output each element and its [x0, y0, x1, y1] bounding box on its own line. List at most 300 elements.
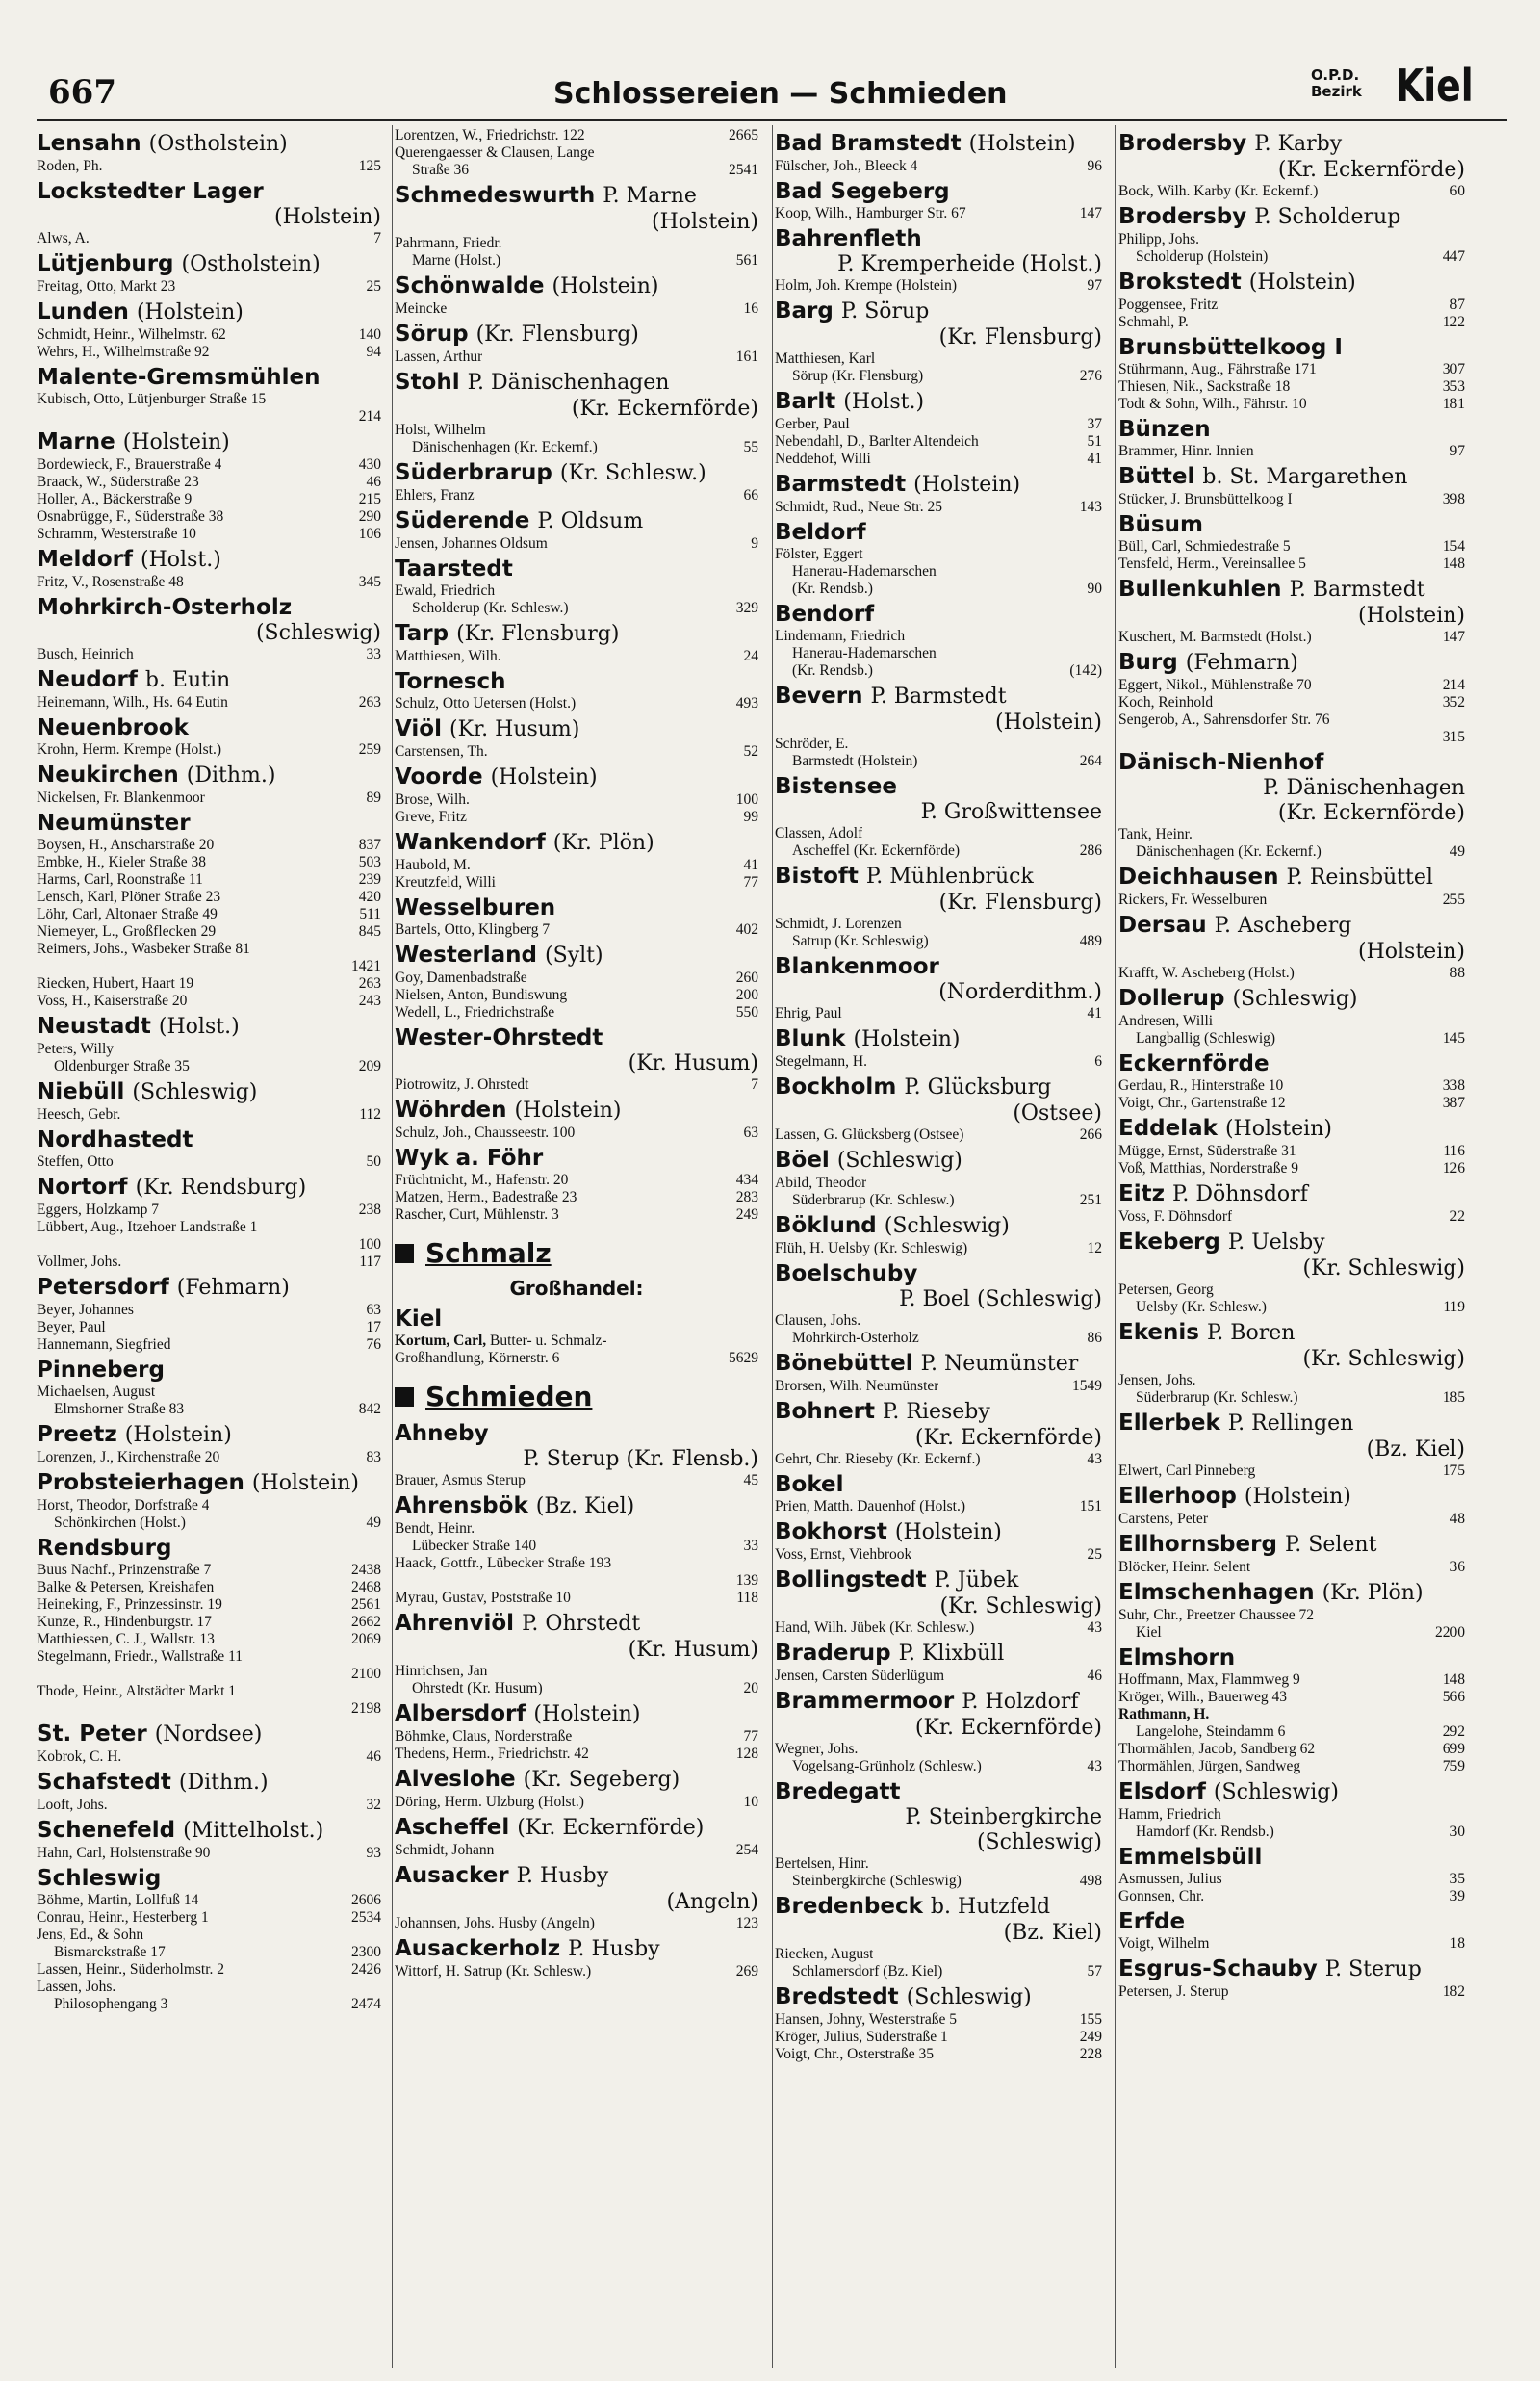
town-name: Bistensee: [775, 774, 897, 799]
entry-name: Ewald, Friedrich: [395, 582, 496, 599]
directory-entry: [395, 1076, 758, 1094]
directory-entry: [1118, 1095, 1465, 1112]
directory-entry: [1118, 729, 1465, 746]
town-heading: [775, 1471, 1102, 1498]
phone-number: [375, 1683, 381, 1700]
phone-number: 87: [1450, 297, 1465, 313]
town-heading: [395, 459, 758, 487]
town-subline: (Holstein): [1358, 604, 1465, 628]
phone-number: 1549: [1072, 1378, 1102, 1394]
directory-entry: [775, 350, 1102, 368]
town-heading: [1118, 463, 1465, 491]
directory-entry: [395, 1520, 758, 1538]
town-name: Büsum: [1118, 512, 1203, 537]
town-name: Brodersby: [1118, 204, 1247, 229]
directory-entry: [775, 1758, 1102, 1775]
phone-number: 155: [1079, 2011, 1102, 2028]
directory-entry: [395, 743, 758, 761]
directory-entry: [37, 1254, 381, 1271]
entry-name: Lassen, Arthur: [395, 349, 483, 365]
directory-entry: [1118, 443, 1465, 460]
town-heading: [37, 130, 381, 158]
phone-number: 10: [743, 1794, 758, 1810]
phone-number: 200: [735, 987, 758, 1003]
phone-number: 43: [1087, 1451, 1102, 1467]
entry-name: Heinemann, Wilh., Hs. 64 Eutin: [37, 694, 228, 711]
entry-name: Schmidt, Heinr., Wilhelmstr. 62: [37, 326, 226, 343]
entry-name: Ehlers, Franz: [395, 487, 475, 504]
town-subline: (Kr. Schleswig): [1302, 1256, 1465, 1281]
town-name: Brunsbüttelkoog I: [1118, 335, 1343, 360]
phone-number: 2561: [351, 1596, 381, 1613]
directory-entry: [395, 1555, 758, 1572]
entry-name: Lorenzen, J., Kirchenstraße 20: [37, 1449, 220, 1465]
phone-number: 154: [1442, 538, 1465, 555]
town-heading: [395, 369, 758, 397]
town-qualifier: P. Klixbüll: [898, 1642, 1005, 1666]
town-name: Bistoft: [775, 864, 859, 889]
town-heading: [37, 594, 381, 621]
directory-entry: [395, 535, 758, 553]
entry-name: Harms, Carl, Roonstraße 11: [37, 871, 203, 888]
entry-name: Ascheffel (Kr. Eckernförde): [792, 842, 961, 859]
entry-name: Lassen, G. Glücksberg (Ostsee): [775, 1126, 964, 1143]
phone-number: 2665: [729, 127, 758, 143]
phone-number: 7: [751, 1076, 758, 1093]
directory-entry: [37, 1384, 381, 1401]
entry-name: Kreutzfeld, Willi: [395, 874, 496, 891]
entry-name: Langelohe, Steindamm 6: [1136, 1723, 1286, 1740]
directory-entry: [395, 970, 758, 987]
entry-name: Voss, F. Döhnsdorf: [1118, 1208, 1233, 1225]
phone-number: 2474: [351, 1996, 381, 2012]
town-subline: (Holstein): [1358, 940, 1465, 964]
phone-number: 249: [735, 1206, 758, 1223]
town-name: Elmshorn: [1118, 1645, 1236, 1670]
town-name: Bokhorst: [775, 1519, 887, 1544]
phone-number: 489: [1079, 933, 1102, 949]
phone-number: 18: [1450, 1935, 1465, 1952]
phone-number: 215: [358, 491, 381, 507]
entry-name: Thedens, Herm., Friedrichstr. 42: [395, 1746, 589, 1762]
town-subline: P. Steinbergkirche: [905, 1805, 1102, 1829]
directory-entry: [395, 162, 758, 179]
directory-entry: [37, 1892, 381, 1909]
town-name: Voorde: [395, 764, 483, 789]
town-name: Süderbrarup: [395, 460, 552, 485]
directory-entry: [395, 1728, 758, 1746]
entry-name: Hamm, Friedrich: [1118, 1806, 1221, 1823]
town-heading: [1118, 1319, 1465, 1347]
town-name: Petersdorf: [37, 1275, 169, 1300]
town-name: Ellerbek: [1118, 1410, 1220, 1436]
directory-entry: [395, 791, 758, 809]
phone-number: 209: [358, 1058, 381, 1074]
town-name: Schleswig: [37, 1866, 162, 1891]
town-name: Beldorf: [775, 520, 866, 545]
entry-name: Looft, Johs.: [37, 1797, 108, 1813]
phone-number: 51: [1087, 433, 1102, 450]
directory-entry: [1118, 1758, 1465, 1775]
phone-number: 55: [743, 439, 758, 455]
phone-number: [1459, 231, 1465, 248]
entry-name: Holm, Joh. Krempe (Holstein): [775, 277, 957, 294]
entry-name: Kubisch, Otto, Lütjenburger Straße 15: [37, 391, 267, 407]
directory-entry: [775, 1378, 1102, 1395]
entry-name: Straße 36: [412, 162, 469, 178]
directory-entry: [37, 889, 381, 906]
phone-number: 57: [1087, 1963, 1102, 1980]
directory-entry: [775, 563, 1102, 581]
town-qualifier: P. Rieseby: [883, 1400, 990, 1424]
column-divider: [392, 125, 393, 2368]
town-name: Neumünster: [37, 811, 191, 836]
entry-name: Kunze, R., Hindenburgstr. 17: [37, 1614, 212, 1630]
directory-entry: [37, 344, 381, 361]
entry-name: Mohrkirch-Osterholz: [792, 1330, 919, 1346]
phone-number: [1459, 826, 1465, 843]
directory-entry: [1118, 1723, 1465, 1741]
directory-entry: [37, 1401, 381, 1418]
phone-number: 30: [1450, 1824, 1465, 1840]
entry-name: Vollmer, Johs.: [37, 1254, 122, 1270]
town-name: Malente-Gremsmühlen: [37, 365, 321, 390]
town-qualifier: (Holstein): [136, 300, 244, 324]
town-name: Ekenis: [1118, 1320, 1199, 1345]
town-name: Ekeberg: [1118, 1229, 1220, 1255]
directory-entry: [1118, 1689, 1465, 1706]
entry-name: Stührmann, Aug., Fährstraße 171: [1118, 361, 1317, 377]
entry-name: Petersen, J. Sterup: [1118, 1983, 1229, 2000]
town-heading: [775, 1074, 1102, 1101]
phone-number: 503: [358, 854, 381, 870]
town-qualifier: P. Barmstedt: [870, 685, 1007, 709]
entry-name: Kuschert, M. Barmstedt (Holst.): [1118, 629, 1312, 645]
entry-name: Schlamersdorf (Bz. Kiel): [792, 1963, 943, 1980]
entry-name: Johannsen, Johs. Husby (Angeln): [395, 1915, 595, 1931]
entry-name: Lorentzen, W., Friedrichstr. 122: [395, 127, 585, 143]
town-heading: [775, 1640, 1102, 1668]
directory-entry: [395, 1794, 758, 1811]
town-name: Taarstedt: [395, 556, 513, 582]
town-qualifier: (Kr. Schlesw.): [559, 461, 706, 485]
town-qualifier: P. Dänischenhagen: [467, 371, 670, 395]
directory-entry: [37, 1648, 381, 1666]
entry-name: Flüh, H. Uelsby (Kr. Schleswig): [775, 1240, 968, 1256]
town-heading: [775, 1778, 1102, 1805]
town-heading: [395, 1700, 758, 1728]
phone-number: 46: [366, 474, 381, 490]
directory-entry: [1118, 1013, 1465, 1030]
entry-name: Voigt, Chr., Osterstraße 35: [775, 2046, 935, 2062]
entry-name: Querengaesser & Clausen, Lange: [395, 144, 595, 161]
entry-name: Jensen, Carsten Süderlügum: [775, 1668, 945, 1684]
directory-entry: [37, 1797, 381, 1814]
entry-name: Marne (Holst.): [412, 252, 501, 269]
entry-name: Lensch, Karl, Plöner Straße 23: [37, 889, 221, 905]
phone-number: 2541: [729, 162, 758, 178]
entry-name: Voß, Matthias, Norderstraße 9: [1118, 1160, 1298, 1177]
directory-entry: [37, 1666, 381, 1683]
town-qualifier: P. Holzdorf: [962, 1690, 1079, 1714]
town-heading: [395, 620, 758, 648]
town-heading: [37, 178, 381, 205]
directory-entry: [1118, 1983, 1465, 2001]
district-name: Kiel: [1396, 60, 1474, 112]
entry-name: Riecken, Hubert, Haart 19: [37, 975, 194, 992]
entry-name: Oldenburger Straße 35: [54, 1058, 190, 1074]
town-name: Lockstedter Lager: [37, 179, 264, 204]
directory-entry: [395, 874, 758, 892]
phone-number: [1459, 1806, 1465, 1824]
phone-number: 118: [736, 1590, 758, 1606]
town-name: Bevern: [775, 684, 863, 709]
entry-name: Jens, Ed., & Sohn: [37, 1927, 144, 1943]
town-name: Emmelsbüll: [1118, 1845, 1263, 1870]
advert-text: Großhandlung, Körnerstr. 6: [395, 1350, 560, 1366]
directory-entry: [775, 205, 1102, 222]
entry-name: Michaelsen, August: [37, 1384, 156, 1400]
phone-number: 185: [1442, 1389, 1465, 1406]
entry-name: Heineking, F., Prinzessinstr. 19: [37, 1596, 222, 1613]
phone-number: [1096, 350, 1102, 368]
phone-number: 86: [1087, 1330, 1102, 1346]
directory-entry: [775, 1873, 1102, 1890]
town-heading: [775, 1983, 1102, 2011]
directory-entry: [37, 1302, 381, 1319]
directory-entry: [775, 546, 1102, 563]
phone-number: 353: [1442, 378, 1465, 395]
town-qualifier: P. Uelsby: [1227, 1230, 1325, 1255]
directory-entry: [1118, 1372, 1465, 1389]
phone-number: 307: [1442, 361, 1465, 377]
directory-entry: [37, 993, 381, 1010]
town-name: Ahrensbök: [395, 1493, 528, 1518]
directory-entry: [1118, 1462, 1465, 1480]
directory-entry: [37, 1979, 381, 1996]
directory-entry: [37, 837, 381, 854]
town-heading: [775, 773, 1102, 800]
directory-entry: [395, 1915, 758, 1932]
town-heading: [775, 1212, 1102, 1240]
town-heading: [395, 1862, 758, 1890]
directory-entry: [37, 646, 381, 663]
phone-number: [1096, 1741, 1102, 1758]
town-name: Rendsburg: [37, 1536, 172, 1561]
directory-entry: [1118, 248, 1465, 266]
phone-number: 97: [1450, 443, 1465, 459]
town-subline: (Kr. Husum): [628, 1638, 758, 1662]
directory-entry: [1118, 1077, 1465, 1095]
town-heading: [775, 298, 1102, 325]
phone-number: 7: [373, 230, 381, 246]
town-subline: (Kr. Eckernförde): [571, 397, 758, 421]
phone-number: 6: [1094, 1053, 1102, 1070]
directory-entry: [37, 1041, 381, 1058]
directory-entry: [1118, 491, 1465, 508]
town-qualifier: (Holstein): [490, 765, 598, 789]
phone-number: 63: [366, 1302, 381, 1318]
category-heading: [395, 1381, 758, 1412]
directory-entry: [37, 1683, 381, 1700]
phone-number: 264: [1079, 753, 1102, 769]
entry-name: Löhr, Carl, Altonaer Straße 49: [37, 906, 218, 922]
town-name: Stohl: [395, 370, 460, 395]
town-name: Ahneby: [395, 1421, 489, 1446]
town-qualifier: (Holst.): [843, 390, 925, 414]
directory-entry: [775, 277, 1102, 295]
entry-name: Nielsen, Anton, Bundiswung: [395, 987, 568, 1003]
phone-number: 24: [743, 648, 758, 664]
entry-name: (Kr. Rendsb.): [792, 662, 873, 679]
phone-number: 2662: [351, 1614, 381, 1630]
phone-number: 2534: [351, 1909, 381, 1926]
town-heading: [1118, 1531, 1465, 1559]
directory-entry: [37, 1058, 381, 1075]
directory-entry: [395, 809, 758, 826]
phone-number: 254: [735, 1842, 758, 1858]
town-qualifier: (Holstein): [552, 274, 659, 298]
town-name: Brokstedt: [1118, 270, 1242, 295]
town-name: Viöl: [395, 716, 442, 741]
phone-number: 402: [735, 921, 758, 938]
directory-entry: [395, 300, 758, 318]
phone-number: 255: [1442, 892, 1465, 908]
town-heading: [1118, 1050, 1465, 1077]
directory-entry: [775, 933, 1102, 950]
phone-number: 50: [366, 1153, 381, 1170]
phone-number: 122: [1442, 314, 1465, 330]
town-qualifier: (Holstein): [533, 1702, 641, 1726]
town-heading: [37, 1769, 381, 1797]
town-heading: [37, 1535, 381, 1562]
directory-entry: [395, 1004, 758, 1022]
town-qualifier: P. Selent: [1284, 1533, 1377, 1557]
phone-number: [753, 1520, 758, 1538]
directory-entry: [1118, 556, 1465, 573]
town-heading: [395, 829, 758, 857]
phone-number: 49: [366, 1514, 381, 1531]
entry-name: Schmahl, P.: [1118, 314, 1189, 330]
entry-name: Koop, Wilh., Hamburger Str. 67: [775, 205, 966, 221]
phone-number: [1096, 825, 1102, 842]
section-subheading: Großhandel:: [509, 1277, 644, 1300]
phone-number: 260: [735, 970, 758, 986]
directory-entry: [37, 1336, 381, 1354]
entry-name: Sörup (Kr. Flensburg): [792, 368, 924, 384]
directory-entry: [37, 278, 381, 296]
town-qualifier: (Schleswig): [884, 1214, 1010, 1238]
directory-entry: [395, 1172, 758, 1189]
town-name: Ahrenviöl: [395, 1611, 515, 1636]
phone-number: 266: [1079, 1126, 1102, 1143]
directory-entry: [775, 368, 1102, 385]
entry-name: Hamdorf (Kr. Rendsb.): [1136, 1824, 1274, 1840]
category-heading: [395, 1237, 758, 1269]
directory-entry: [775, 433, 1102, 451]
column-divider: [1115, 125, 1116, 2368]
town-qualifier: P. Oldsum: [537, 509, 644, 533]
phone-number: [1096, 546, 1102, 563]
phone-number: 89: [366, 789, 381, 806]
town-heading: [775, 1350, 1102, 1378]
town-heading: [37, 810, 381, 837]
entry-name: Koch, Reinhold: [1118, 694, 1214, 711]
entry-name: Matthiesen, Wilh.: [395, 648, 501, 664]
town-subline: (Schleswig): [976, 1830, 1102, 1854]
entry-name: Thode, Heinr., Altstädter Markt 1: [37, 1683, 237, 1699]
town-qualifier: (Dithm.): [178, 1771, 269, 1795]
phone-number: [1096, 916, 1102, 933]
directory-entry: [775, 1946, 1102, 1963]
town-name: Marne: [37, 429, 116, 454]
phone-number: 119: [1443, 1299, 1465, 1315]
town-heading: [395, 1935, 758, 1963]
town-heading: [775, 1147, 1102, 1175]
town-name: Brammermoor: [775, 1689, 955, 1714]
phone-number: [1096, 563, 1102, 581]
directory-entry: [1118, 677, 1465, 694]
phone-number: 214: [1442, 677, 1465, 693]
town-qualifier: P. Husby: [568, 1937, 660, 1961]
phone-number: 97: [1087, 277, 1102, 294]
directory-entry: [775, 1451, 1102, 1468]
phone-number: 398: [1442, 491, 1465, 507]
entry-name: Reimers, Johs., Wasbeker Straße 81: [37, 941, 250, 957]
phone-number: 238: [358, 1202, 381, 1218]
phone-number: 63: [743, 1125, 758, 1141]
town-heading: [395, 1145, 758, 1172]
town-name: Wesselburen: [395, 895, 556, 920]
phone-number: [375, 1927, 381, 1944]
entry-name: Elwert, Carl Pinneberg: [1118, 1462, 1256, 1479]
town-name: Mohrkirch-Osterholz: [37, 595, 293, 620]
phone-number: [375, 941, 381, 958]
entry-name: (Kr. Rendsb.): [792, 581, 873, 597]
town-qualifier: P. Boren: [1206, 1321, 1296, 1345]
town-name: Bollingstedt: [775, 1567, 927, 1592]
town-heading: [37, 1126, 381, 1153]
directory-entry: [775, 645, 1102, 662]
entry-name: Matthiessen, C. J., Wallstr. 13: [37, 1631, 215, 1647]
phone-number: 2300: [351, 1944, 381, 1960]
directory-entry: [37, 526, 381, 543]
phone-number: 77: [743, 874, 758, 891]
entry-name: Boysen, H., Anscharstraße 20: [37, 837, 215, 853]
town-name: Bredegatt: [775, 1779, 901, 1804]
town-name: Blunk: [775, 1026, 846, 1051]
town-heading: [395, 1814, 758, 1842]
town-qualifier: (Holstein): [1244, 1485, 1351, 1509]
directory-entry: [1118, 378, 1465, 396]
entry-name: Philipp, Johs.: [1118, 231, 1199, 247]
town-qualifier: P. Jübek: [934, 1568, 1019, 1592]
entry-name: Bordewieck, F., Brauerstraße 4: [37, 456, 222, 473]
phone-number: 498: [1079, 1873, 1102, 1889]
town-name: Barlt: [775, 389, 836, 414]
phone-number: [1096, 1312, 1102, 1330]
phone-number: 52: [743, 743, 758, 760]
entry-name: Fritz, V., Rosenstraße 48: [37, 574, 184, 590]
phone-number: [753, 582, 758, 600]
entry-name: Matzen, Herm., Badestraße 23: [395, 1189, 578, 1205]
town-qualifier: P. Sterup: [1324, 1957, 1422, 1981]
entry-name: Haack, Gottfr., Lübecker Straße 193: [395, 1555, 612, 1571]
phone-number: 99: [743, 809, 758, 825]
entry-name: Brauer, Asmus Sterup: [395, 1472, 526, 1488]
directory-entry: [1118, 965, 1465, 982]
header-rule: [37, 119, 1507, 121]
